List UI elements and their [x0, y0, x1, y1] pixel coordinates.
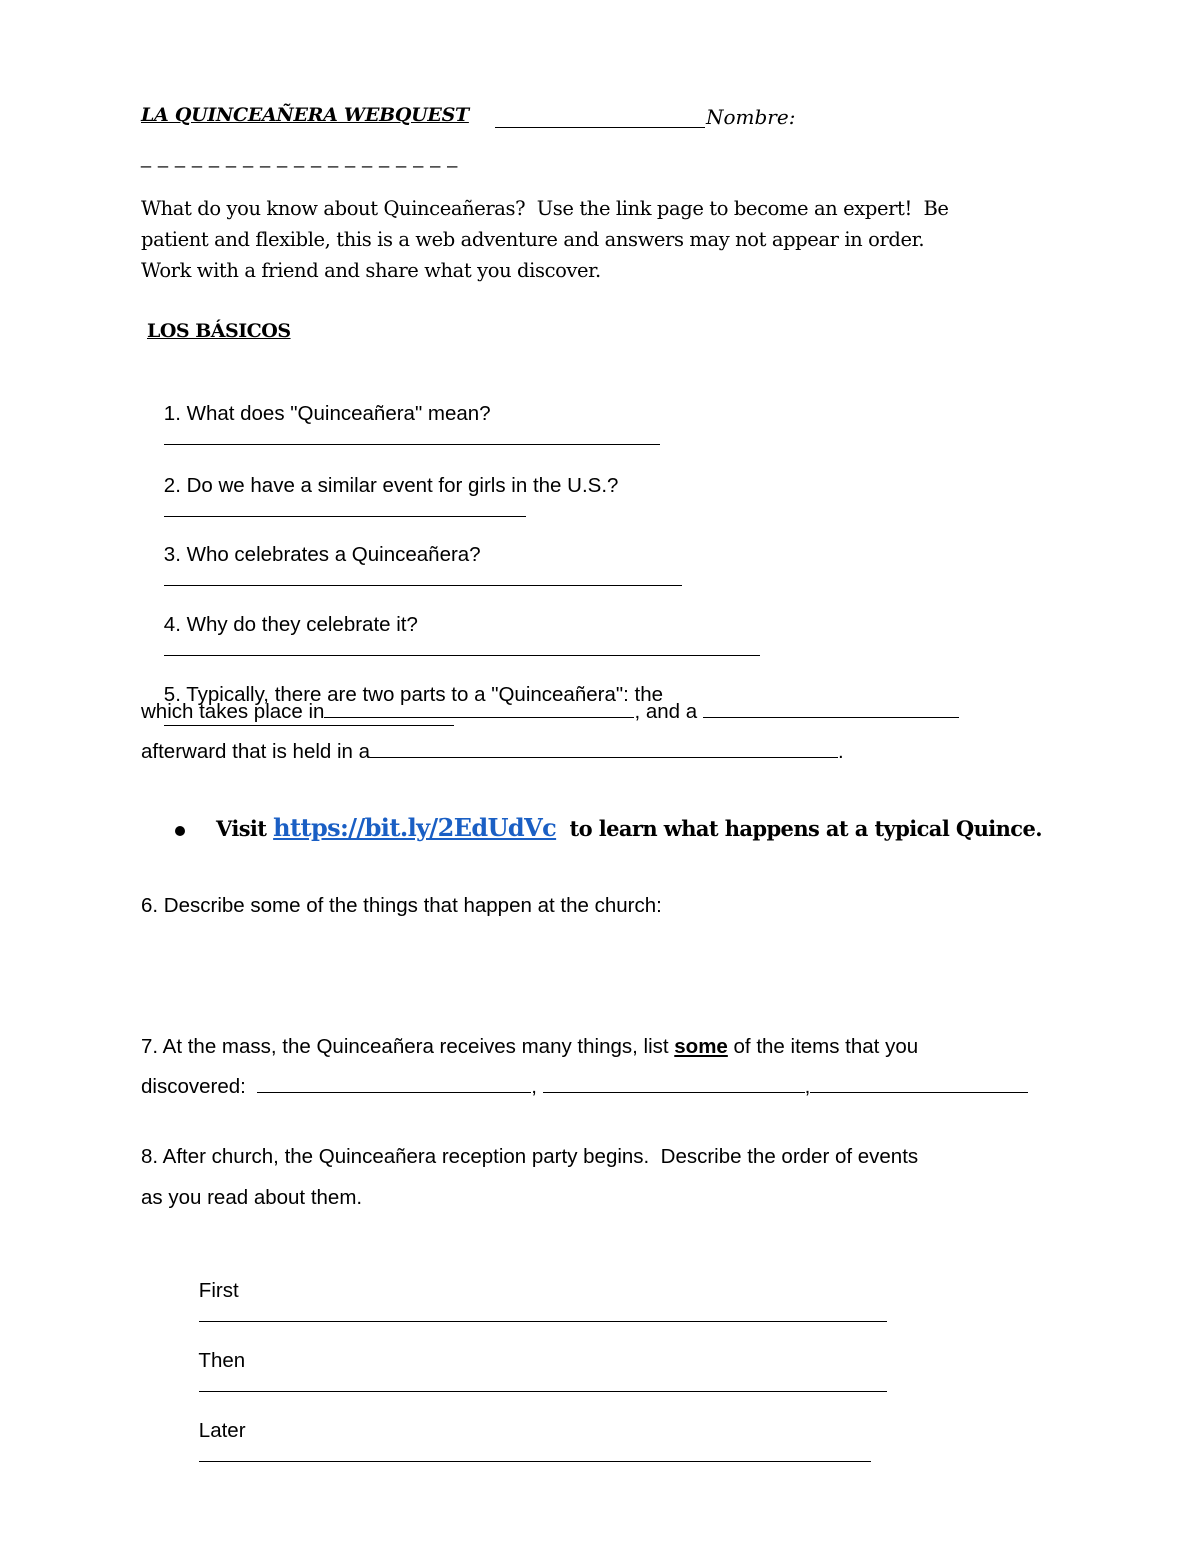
- sequence-first-label: First: [198, 1279, 239, 1302]
- question-4-text: 4. Why do they celebrate it?: [163, 613, 418, 636]
- answer-blank-7c[interactable]: [810, 1074, 1028, 1093]
- worksheet-title: LA QUINCEAÑERA WEBQUEST: [141, 104, 469, 126]
- question-6: 6. Describe some of the things that happen at the church:: [141, 894, 662, 917]
- question-7-comma-1: ,: [531, 1075, 537, 1098]
- sequence-later: [176, 1395, 871, 1492]
- answer-blank-5c[interactable]: [703, 699, 959, 718]
- question-7-emphasis: some: [674, 1035, 728, 1058]
- name-label: Nombre:: [706, 105, 796, 129]
- question-5-line-2: [141, 699, 959, 724]
- question-5-and-text: , and a: [634, 700, 698, 723]
- question-2-text: 2. Do we have a similar event for girls in the U.S.?: [163, 474, 619, 497]
- answer-blank-5d[interactable]: [370, 739, 838, 758]
- answer-blank-5b[interactable]: [324, 699, 634, 718]
- question-5-place-text: which takes place in: [141, 700, 325, 723]
- question-3-text: 3. Who celebrates a Quinceañera?: [163, 543, 481, 566]
- intro-line-3: Work with a friend and share what you discover.: [141, 259, 601, 282]
- answer-blank-then[interactable]: [199, 1373, 887, 1392]
- section-title: LOS BÁSICOS: [147, 320, 291, 342]
- intro-line-1: What do you know about Quinceañeras? Use the link page to become an expert! Be: [141, 197, 949, 220]
- visit-rest-text: to learn what happens at a typical Quince.: [556, 816, 1042, 841]
- answer-blank-4[interactable]: [164, 637, 760, 656]
- answer-blank-7b[interactable]: [543, 1074, 805, 1093]
- sequence-later-label: Later: [198, 1419, 246, 1442]
- intro-line-2: patient and flexible, this is a web adventure and answers may not appear in order.: [141, 228, 925, 251]
- question-7-text-end: of the items that you: [727, 1035, 919, 1058]
- question-5-line-3: [141, 739, 844, 764]
- question-5-period: .: [838, 740, 844, 763]
- question-7-discovered: discovered:: [141, 1075, 246, 1098]
- title-rule: [495, 127, 705, 128]
- quince-link[interactable]: https://bit.ly/2EdUdVc: [273, 813, 557, 842]
- answer-blank-3[interactable]: [164, 567, 682, 586]
- bullet-icon: [175, 826, 185, 836]
- question-1-text: 1. What does "Quinceañera" mean?: [163, 402, 491, 425]
- sequence-then-label: Then: [198, 1349, 246, 1372]
- question-7-comma-2: ,: [804, 1075, 811, 1098]
- question-5-text: 5. Typically, there are two parts to a "Quinceañera": the: [163, 683, 664, 706]
- question-7-line-1: [141, 1035, 918, 1059]
- answer-blank-1[interactable]: [164, 426, 660, 445]
- question-5-held-text: afterward that is held in a: [141, 740, 371, 763]
- question-8-line-2: as you read about them.: [141, 1186, 363, 1209]
- answer-blank-first[interactable]: [199, 1303, 887, 1322]
- question-8-line-1: 8. After church, the Quinceañera reception party begins. Describe the order of events: [141, 1145, 919, 1168]
- question-7-line-2: [141, 1074, 1028, 1099]
- question-7-text: 7. At the mass, the Quinceañera receives many things, list: [141, 1035, 675, 1058]
- visit-text: Visit: [216, 816, 274, 841]
- answer-blank-7a[interactable]: [257, 1074, 531, 1093]
- answer-blank-2[interactable]: [164, 498, 526, 517]
- name-line: _ _ _ _ _ _ _ _ _ _ _ _ _ _ _ _ _ _ _: [141, 148, 459, 168]
- answer-blank-later[interactable]: [199, 1443, 871, 1462]
- visit-instruction: [216, 813, 1042, 842]
